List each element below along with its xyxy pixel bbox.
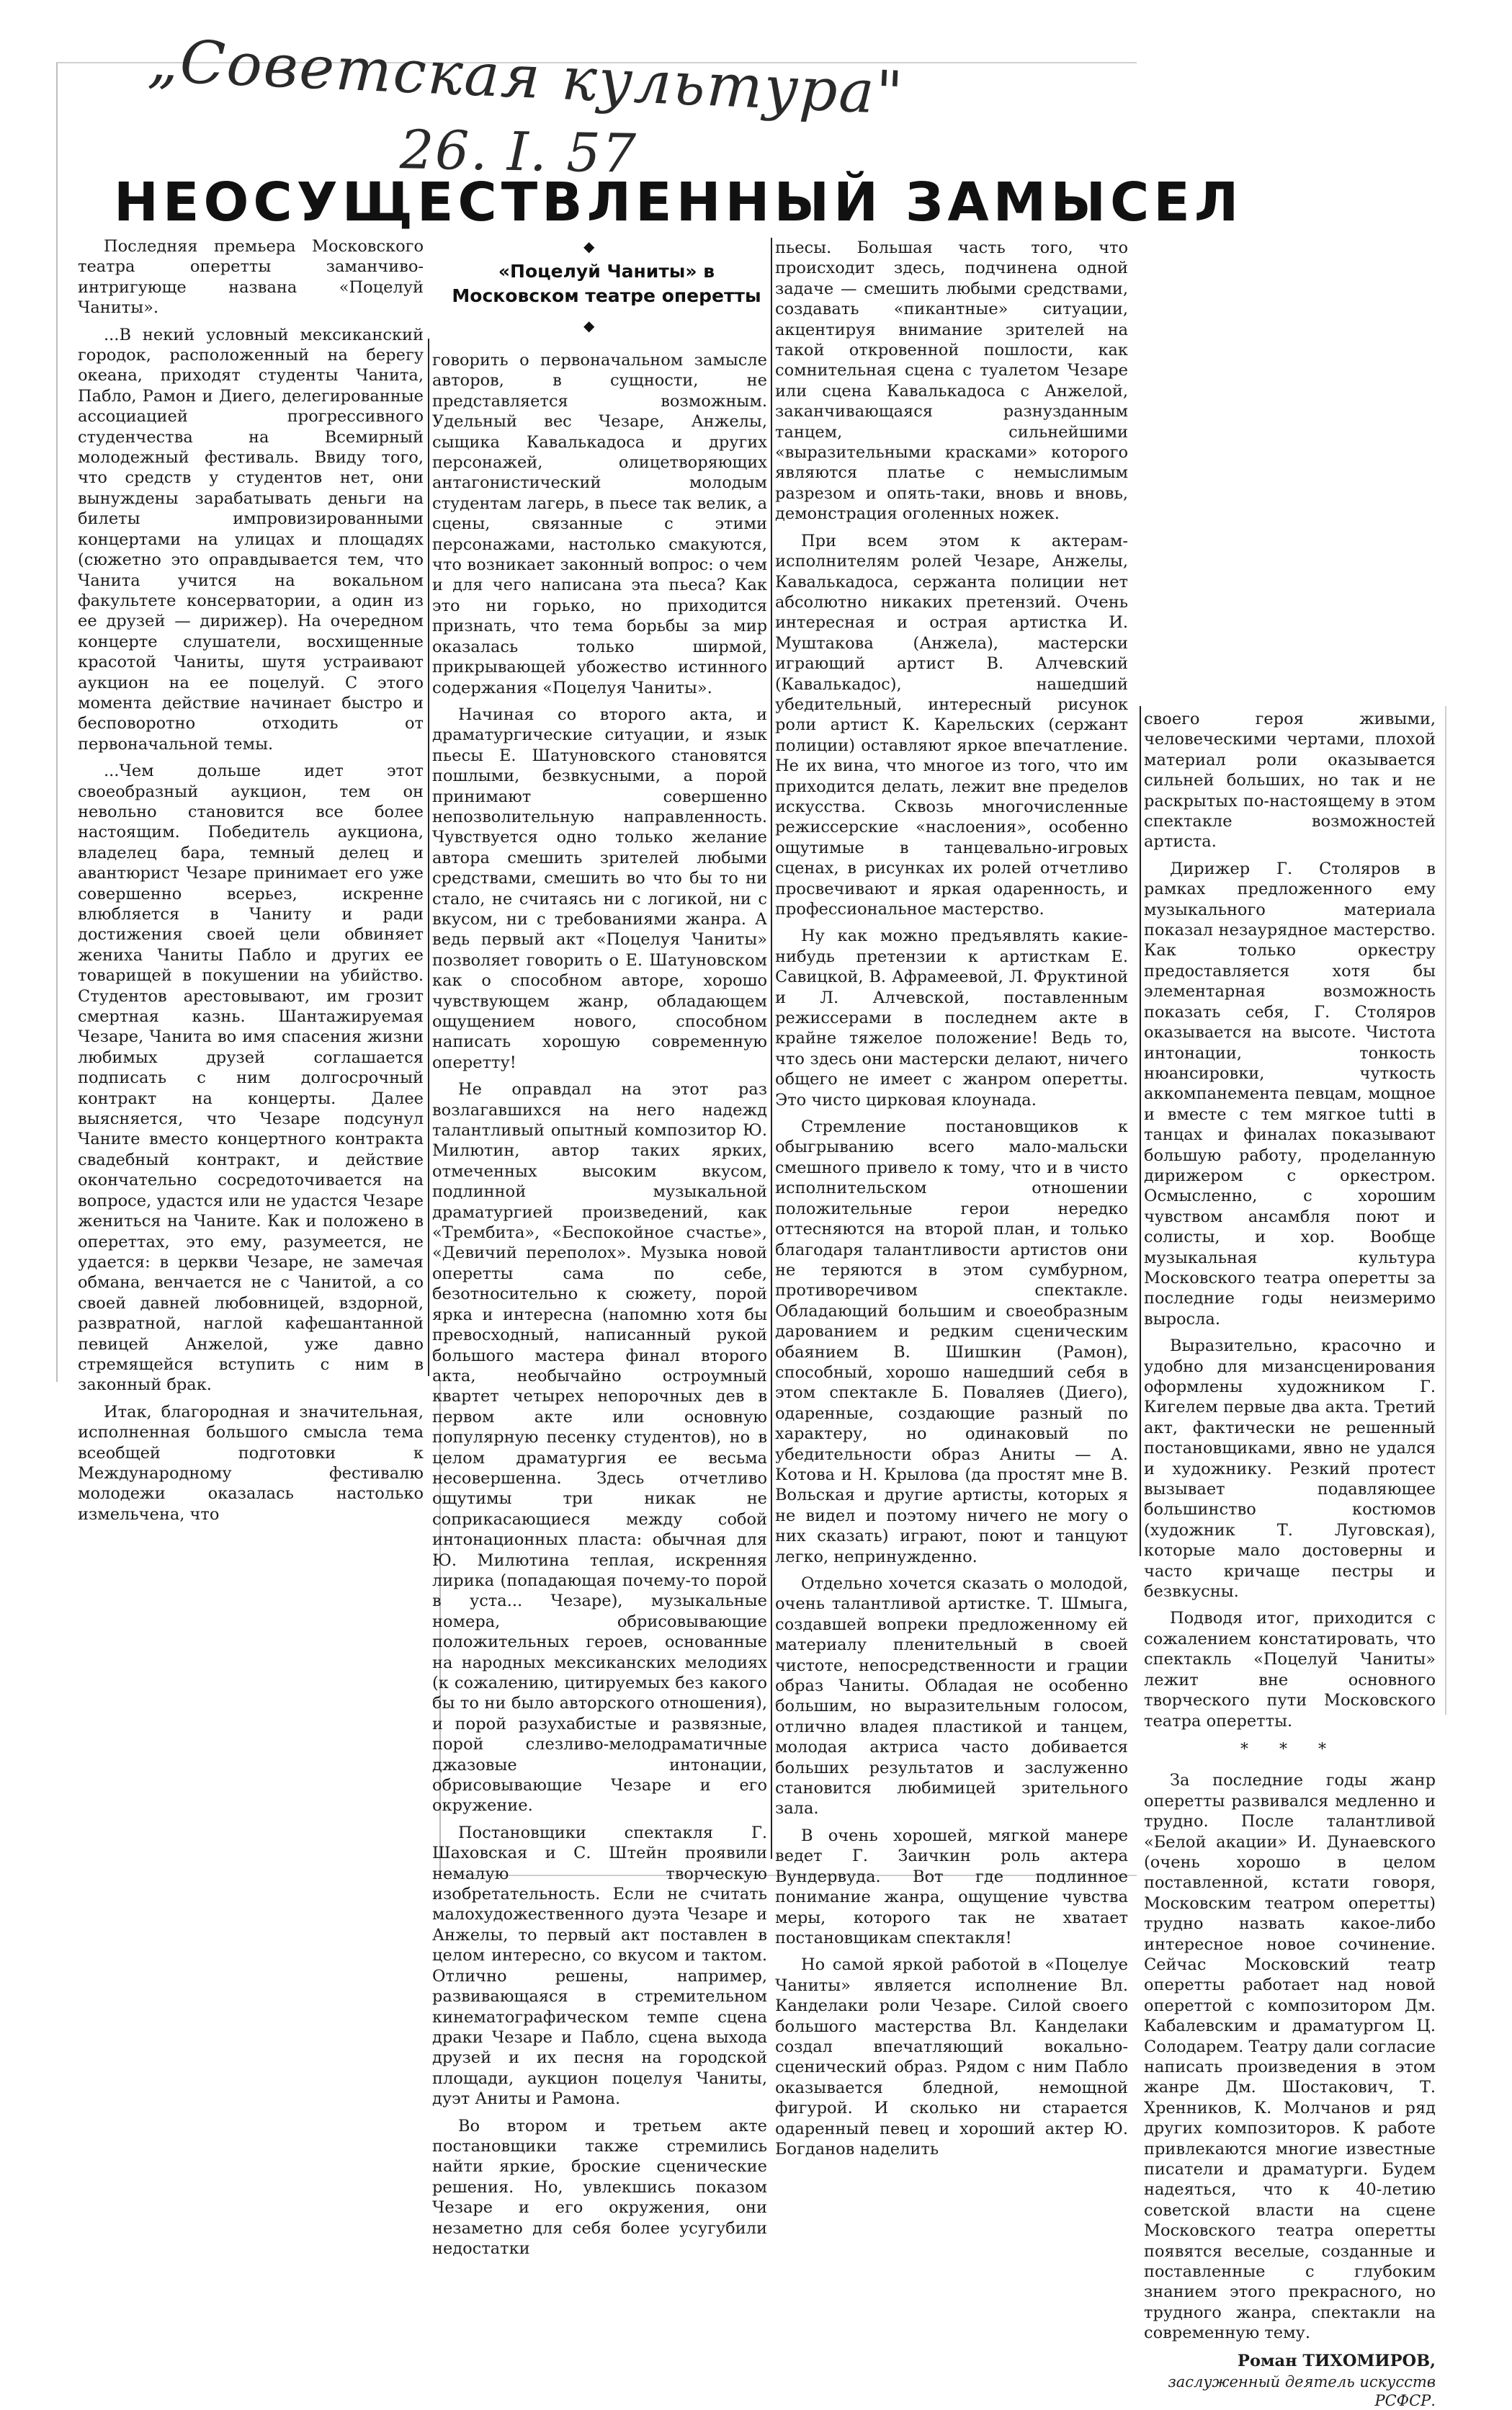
- paragraph: ...В некий условный мексиканский городок, расположенный на берегу океана, приходят студенты Чанита, Пабло, Рамон и Диего, делегированные ассоциацией прогрессивного студенчества на Всемирный молодежный фестиваль. Ввиду того, что средств у студентов нет, они вынуждены зарабатывать деньги на билеты импровизированными концертами на улицах и площадях (сюжетно это оправдывается тем, что Чанита учится на вокальном факультете консерватории, а один из ее друзей — дирижер). На очередном концерте слушатели, восхищенные красотой Чаниты, шутя устраивают аукцион на ее поцелуй. С этого момента действие начинает быстро и бесповоротно отходить от первоначальной темы.: [78, 325, 424, 754]
- author-name: Роман ТИХОМИРОВ,: [1238, 2351, 1436, 2370]
- article-headline: НЕОСУЩЕСТВЛЕННЫЙ ЗАМЫСЕЛ: [114, 171, 1243, 233]
- article-column-1: [78, 236, 424, 1531]
- paragraph: Стремление постановщиков к обыгрыванию всего мало-мальски смешного привело к тому, что и в чисто исполнительском отношении положительные герои нередко оттесняются на второй план, и только благодаря талантливости артистов они не теряются в этом сумбурном, противоречивом спектакле. Обладающий большим и своеобразным дарованием и редким сценическим обаянием В. Шишкин (Рамон), способный, хорошо нашедший себя в этом спектакле Б. Поваляев (Диего), одаренные, создающие разный по характеру, но одинаковый по убедительности образ Аниты — А. Котова и Н. Крылова (да простят мне В. Вольская и другие артисты, которых я не видел и поэтому ничего не могу о них сказать) играют, поют и танцуют легко, непринужденно.: [775, 1117, 1128, 1566]
- ornament-diamond-icon: ◆: [583, 238, 595, 255]
- paragraph: При всем этом к актерам-исполнителям ролей Чезаре, Анжелы, Кавалькадоса, сержанта полиции нет абсолютно никаких претензий. Очень интересная и острая артистка И. Муштакова (Анжела), мастерски играющий артист В. Алчевский (Кавалькадос), нашедший убедительный, интересный рисунок роли артист К. Карельских (сержант полиции) оставляют яркое впечатление. Не их вина, что многое из того, что им приходится делать, лежит вне пределов искусства. Сквозь многочисленные режиссерские «наслоения», особенно ощутимые в танцевально-игровых сценах, в рисунках их ролей отчетливо просвечивают и яркая одаренность, и профессиональное мастерство.: [775, 531, 1128, 919]
- article-column-2: [432, 350, 767, 2265]
- paragraph: Последняя премьера Московского театра оперетты заманчиво-интригующе названа «Поцелуй Чаниты».: [78, 237, 424, 318]
- paragraph: Постановщики спектакля Г. Шаховская и С. Штейн проявили немалую творческую изобретательность. Если не считать малохудожественного дуэта Чезаре и Анжелы, то первый акт поставлен в целом интересно, со вкусом и тактом. Отлично решены, например, развивающаяся в стремительном кинематографическом темпе сцена драки Чезаре и Пабло, сцена выхода друзей и их песня на городской площади, аукцион поцелуя Чаниты, дуэт Аниты и Рамона.: [432, 1823, 767, 2109]
- paragraph: Выразительно, красочно и удобно для мизансценирования оформлены художником Г. Кигелем первые два акта. Третий акт, фактически не решенный постановщиками, явно не удался и художнику. Резкий протест вызывает подавляющее большинство костюмов (художник Т. Луговская), которые мало достоверны и часто кричаще пестры и безвкусны.: [1144, 1336, 1436, 1602]
- paragraph: говорить о первоначальном замысле авторов, в сущности, не представляется возможным. Удельный вес Чезаре, Анжелы, сыщика Кавалькадоса и других персонажей, олицетворяющих антагонистический молодым студентам лагерь, в пьесе так велик, а сцены, связанные с этими персонажами, настолько смакуются, что возникает законный вопрос: о чем и для чего написана эта пьеса? Как это ни горько, но приходится признать, что тема борьбы за мир оказалась только ширмой, прикрывающей убожество истинного содержания «Поцелуя Чаниты».: [432, 351, 767, 697]
- paragraph: ...Чем дольше идет этот своеобразный аукцион, тем он невольно становится все более настоящим. Победитель аукциона, владелец бара, темный делец и авантюрист Чезаре принимает его уже совершенно всерьез, искренне влюбляется в Чаниту и ради достижения своей цели обвиняет женихa Чаниты Пабло и других ее товарищей в покушении на убийство. Студентов арестовывают, им грозит смертная казнь. Шантажируемая Чезаре, Чанита во имя спасения жизни любимых друзей соглашается подписать с ним долгосрочный контракт на концерты. Далее выясняется, что Чезаре подсунул Чаните вместо концертного контракта свадебный контракт, и действие окончательно сосредоточивается на вопросе, удастся или не удастся Чезаре жениться на Чаните. Как и положено в опереттах, это ему, разумеется, не удается: в церкви Чезаре, не замечая обмана, венчается не с Чанитой, а со своей давней любовницей, вздорной, развратной, наглой кафешантанной певицей Анжелой, уже давно стремящейся вступить с ним в законный брак.: [78, 762, 424, 1395]
- article-column-4: [1144, 709, 1436, 2410]
- column-rule-2: [771, 238, 772, 1859]
- paragraph: За последние годы жанр оперетты развивался медленно и трудно. После талантливой «Белой акации» И. Дунаевского (очень хорошо в целом поставленной, кстати говоря, Московским театром оперетты) трудно назвать какое-либо интересное новое сочинение. Сейчас Московский театр оперетты работает над новой опереттой с композитором Дм. Кабалевским и драматургом Ц. Солодарем. Театру дали согласие написать произведения в этом жанре Дм. Шостакович, Т. Хренников, К. Молчанов и ряд других композиторов. К работе привлекаются многие известные писатели и драматурги. Будем надеяться, что к 40-летию советской власти на сцене Московского театра оперетты появятся веселые, созданные и поставленные с глубоким знанием этого прекрасного, но трудного жанра, спектакли на современную тему.: [1144, 1771, 1436, 2343]
- section-separator: * * *: [1240, 1740, 1339, 1759]
- column-rule-1: [428, 339, 429, 1376]
- paragraph: Отдельно хочется сказать о молодой, очень талантливой артистке. Т. Шмыга, создавшей вопреки предложенному ей материалу пленительный в своей чистоте, непосредственности и грации образ Чаниты. Обладая не особенно большим, но выразительным голосом, отлично владея пластикой и танцем, молодая актриса часто добивается больших результатов и заслуженно становится любимицей зрительного зала.: [775, 1574, 1128, 1818]
- column-rule-3: [1140, 706, 1141, 1556]
- author-title: заслуженный деятель искусств РСФСР.: [1168, 2373, 1436, 2410]
- paragraph: пьесы. Большая часть того, что происходит здесь, подчинена одной задаче — смешить любыми средствами, создавать «пикантные» ситуации, акцентируя внимание зрителей на такой откровенной пошлости, как сомнительная сцена с туалетом Чезаре или сцена Кавалькадоса с Анжелой, заканчивающаяся разнузданным танцем, сильнейшими «выразительными красками» которого являются платье с немыслимым разрезом и опять-таки, вновь и вновь, демонстрация оголенных ножек.: [775, 238, 1128, 524]
- paragraph: Итак, благородная и значительная, исполненная большого смысла тема всеобщей подготовки к Международному фестивалю молодежи оказалась настолько измельчена, что: [78, 1402, 424, 1524]
- paragraph: Но самой яркой работой в «Поцелуе Чаниты» является исполнение Вл. Канделаки роли Чезаре. Силой своего большого мастерства Вл. Канделаки создал впечатляющий вокально-сценический образ. Рядом с ним Пабло оказывается бледной, немощной фигурой. И сколько ни старается одаренный певец и хороший актер Ю. Богданов наделить: [775, 1955, 1128, 2159]
- paragraph: Ну как можно предъявлять какие-нибудь претензии к артисткам Е. Савицкой, В. Афрамеевой, Л. Фруктиной и Л. Алчевской, поставленным режиссерами в последнем акте в крайне тяжелое положение! Ведь то, что здесь они мастерски делают, ничего общего не имеет с жанром оперетты. Это чисто цирковая клоунада.: [775, 927, 1128, 1110]
- paragraph: В очень хорошей, мягкой манере ведет Г. Заичкин роль актера Вундервуда. Вот где подлинное понимание жанра, ощущение чувства меры, которого так не хватает постановщикам спектакля!: [775, 1826, 1128, 1947]
- paragraph: Во втором и третьем акте постановщики также стремились найти яркие, броские сценические решения. Но, увлекшись показом Чезаре и его окружения, они незаметно для себя более усугубили недостатки: [432, 2116, 767, 2258]
- article-subheadline: «Поцелуй Чаниты» в Московском театре оперетты: [452, 261, 761, 306]
- paragraph: Начиная со второго акта, и драматургические ситуации, и язык пьесы Е. Шатуновского становятся пошлыми, безвкусными, а порой принимают совершенно непозволительную направленность. Чувствуется одно только желание автора смешить зрителей любыми средствами, смешить во что бы то ни стало, не считаясь ни с логикой, ни с вкусом, ни с требованиями жанра. А ведь первый акт «Поцелуя Чаниты» позволяет говорить о Е. Шатуновском как о способном авторе, хорошо чувствующем жанр, обладающем ощущением нового, способном написать хорошую современную оперетту!: [432, 705, 767, 1072]
- paragraph: своего героя живыми, человеческими чертами, плохой материал роли оказывается сильней больших, но так и не раскрытых по-настоящему в этом спектакле возможностей артиста.: [1144, 710, 1436, 852]
- paragraph: Не оправдал на этот раз возлагавшихся на него надежд талантливый опытный композитор Ю. Милютин, автор таких ярких, отмеченных высоким вкусом, подлинной музыкальной драматургией произведений, как «Трембита», «Беспокойное счастье», «Девичий переполох». Музыка новой оперетты сама по себе, безотносительно к сюжету, порой ярка и интересна (напомню хотя бы превосходный, написанный рукой большого мастера финал второго акта, необычайно остроумный квартет четырех непорочных дев в первом акте или основную популярную песенку студентов), но в целом драматургия ее весьма несовершенна. Здесь отчетливо ощутимы три никак не соприкасающиеся между собой интонационных пласта: обычная для Ю. Милютина теплая, искренняя лирика (попадающая почему-то порой в уста... Чезаре), музыкальные номера, обрисовывающие положительных героев, основанные на народных мексиканских мелодиях (к сожалению, цитируемых без какого бы то ни было авторского отношения), и порой разухабистые и развязные, порой слезливо-мелодраматичные джазовые интонации, обрисовывающие Чезаре и его окружение.: [432, 1080, 767, 1816]
- handwritten-source-note: „Советская культура": [146, 27, 906, 128]
- article-column-3: [775, 238, 1128, 2166]
- paragraph: Дирижер Г. Столяров в рамках предложенного ему музыкального материала показал незаурядное мастерство. Как только оркестру предоставляется хотя бы элементарная возможность показать себя, Г. Столяров оказывается на высоте. Чистота интонации, тонкость нюансировки, чуткость аккомпанемента певцам, мощное и вместе с тем мягкое tutti в танцах и финалах показывают большую работу, проделанную дирижером с оркестром. Осмысленно, с хорошим чувством ансамбля поют и солисты, и хор. Вообще музыкальная культура Московского театра оперетты за последние годы неизмеримо выросла.: [1144, 859, 1436, 1329]
- ornament-diamond-icon-bottom: ◆: [583, 317, 595, 334]
- paragraph: Подводя итог, приходится с сожалением констатировать, что спектакль «Поцелуй Чаниты» лежит вне основного творческого пути Московского театра оперетты.: [1144, 1609, 1436, 1731]
- handwritten-date-note: 26. I. 57: [399, 119, 638, 185]
